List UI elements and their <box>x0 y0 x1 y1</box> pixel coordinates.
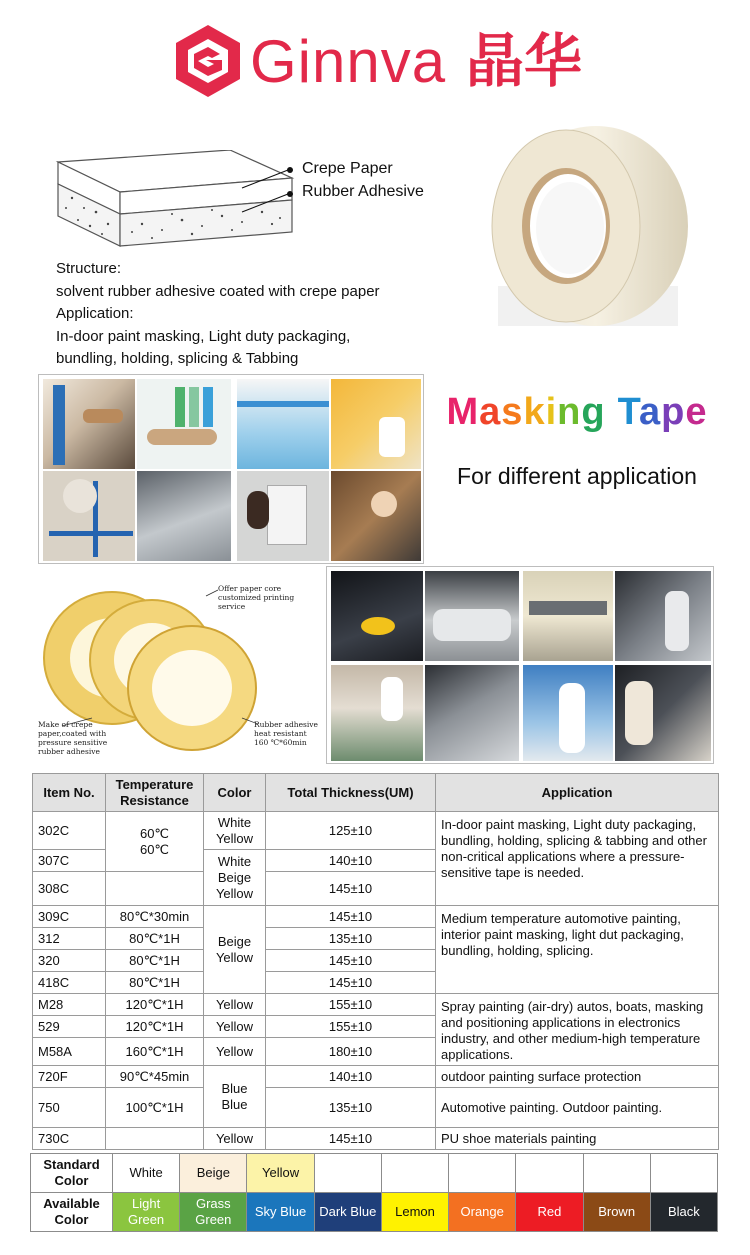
item-no: 307C <box>33 850 106 872</box>
color-cell: Blue Blue <box>204 1066 266 1128</box>
application-heading: Application: <box>56 305 134 322</box>
application-body-line2: bundling, holding, splicing & Tabbing <box>56 350 299 367</box>
layer-label-crepe: Crepe Paper <box>302 160 393 177</box>
thickness-cell: 155±10 <box>266 1016 436 1038</box>
callout-adhesive-heat: Rubber adhesive heat resistant 160 ℃*60min <box>254 720 318 747</box>
title-letter: n <box>557 391 582 433</box>
thickness-cell: 145±10 <box>266 906 436 928</box>
temperature-cell: 60℃ 60℃ <box>106 812 204 872</box>
available-color-swatch: Red <box>516 1193 583 1232</box>
title-letter: M <box>446 391 480 433</box>
application-cell: outdoor painting surface protection <box>436 1066 719 1088</box>
item-no: 418C <box>33 972 106 994</box>
standard-color-row <box>31 1154 718 1193</box>
item-no: M28 <box>33 994 106 1016</box>
standard-color-swatch <box>314 1154 381 1193</box>
color-cell: Yellow <box>204 1016 266 1038</box>
thickness-cell: 155±10 <box>266 994 436 1016</box>
thickness-cell: 145±10 <box>266 950 436 972</box>
available-color-swatch: Grass Green <box>180 1193 247 1232</box>
product-subtitle: For different application <box>457 463 697 489</box>
application-cell: In-door paint masking, Light duty packaging, bundling, holding, splicing & tabbing and other non-critical applications where a pressure-sensitive tape is needed. <box>436 812 719 906</box>
color-cell: Yellow <box>204 994 266 1016</box>
table-row <box>33 994 719 1016</box>
photo-car-polish <box>331 571 423 661</box>
standard-color-swatch: Yellow <box>247 1154 314 1193</box>
color-cell: Yellow <box>204 1128 266 1150</box>
temperature-cell: 120℃*1H <box>106 994 204 1016</box>
available-color-swatch: Black <box>650 1193 717 1232</box>
color-cell: Beige Yellow <box>204 906 266 994</box>
title-letter: e <box>685 391 708 433</box>
thickness-cell: 145±10 <box>266 872 436 906</box>
table-row <box>33 812 719 850</box>
standard-color-swatch <box>650 1154 717 1193</box>
photo-yellow-wall <box>331 379 421 469</box>
tape-roll-image <box>468 118 690 336</box>
photo-striped-wall <box>137 379 231 469</box>
item-no: 302C <box>33 812 106 850</box>
standard-color-swatch: Beige <box>180 1154 247 1193</box>
application-cell: PU shoe materials painting <box>436 1128 719 1150</box>
available-color-label: Available Color <box>31 1193 113 1232</box>
thickness-cell: 145±10 <box>266 1128 436 1150</box>
item-no: 750 <box>33 1088 106 1128</box>
item-no: 730C <box>33 1128 106 1150</box>
thickness-cell: 145±10 <box>266 972 436 994</box>
temperature-cell: 80℃*1H <box>106 972 204 994</box>
standard-color-swatch <box>449 1154 516 1193</box>
temperature-cell: 80℃*1H <box>106 950 204 972</box>
photo-spray-painter <box>523 665 613 761</box>
temperature-cell: 120℃*1H <box>106 1016 204 1038</box>
application-cell: Medium temperature automotive painting, interior paint masking, light dut packaging, bundling, holding, splicing. <box>436 906 719 994</box>
brand-logo <box>176 22 596 102</box>
table-row <box>33 1066 719 1088</box>
brand-name: Ginnva <box>250 28 447 95</box>
product-title <box>432 386 722 438</box>
structure-heading: Structure: <box>56 260 122 277</box>
table-row <box>33 1088 719 1128</box>
available-color-swatch: Light Green <box>113 1193 180 1232</box>
photo-ceiling-edge <box>237 379 329 469</box>
title-letter: k <box>523 391 546 433</box>
product-title-block <box>432 386 722 492</box>
photo-bus-masked <box>523 571 613 661</box>
item-no: 308C <box>33 872 106 906</box>
photo-door-masking <box>237 471 329 561</box>
photo-car-masked <box>425 571 519 661</box>
photo-car-interior <box>615 665 711 761</box>
temperature-cell: 80℃*30min <box>106 906 204 928</box>
photo-wood-painting <box>331 471 421 561</box>
standard-color-swatch <box>381 1154 448 1193</box>
structure-description <box>56 258 436 371</box>
photo-door-worker <box>615 571 711 661</box>
item-no: 320 <box>33 950 106 972</box>
item-no: 529 <box>33 1016 106 1038</box>
temperature-cell: 100℃*1H <box>106 1088 204 1128</box>
title-letter: g <box>581 391 606 433</box>
item-no: 312 <box>33 928 106 950</box>
temperature-cell <box>106 1128 204 1150</box>
available-color-swatch: Orange <box>449 1193 516 1232</box>
available-color-swatch: Brown <box>583 1193 650 1232</box>
temperature-cell: 90℃*45min <box>106 1066 204 1088</box>
item-no: 309C <box>33 906 106 928</box>
application-photo-collage-2 <box>326 566 714 764</box>
photo-spray-booth <box>331 665 423 761</box>
title-letter: a <box>479 391 502 433</box>
title-letter: T <box>617 391 639 433</box>
table-row <box>33 1128 719 1150</box>
color-options-table <box>30 1153 718 1232</box>
header-application: Application <box>436 774 719 812</box>
temperature-cell: 80℃*1H <box>106 928 204 950</box>
header-item-no: Item No. <box>33 774 106 812</box>
photo-paint-brush <box>43 379 135 469</box>
standard-color-swatch <box>516 1154 583 1193</box>
photo-window-protection <box>137 471 231 561</box>
spec-table-header <box>33 774 719 812</box>
thickness-cell: 140±10 <box>266 1066 436 1088</box>
brand-name-cn: 晶华 <box>466 29 583 94</box>
available-color-swatch: Sky Blue <box>247 1193 314 1232</box>
application-photo-collage-1 <box>38 374 424 564</box>
photo-car-wrap <box>425 665 519 761</box>
thickness-cell: 135±10 <box>266 928 436 950</box>
photo-floor-tape <box>43 471 135 561</box>
callout-crepe: Make of crepe paper,coated with pressure sensitive rubber adhesive <box>38 720 108 756</box>
temperature-cell <box>106 872 204 906</box>
item-no: M58A <box>33 1038 106 1066</box>
available-color-row <box>31 1193 718 1232</box>
temperature-cell: 160℃*1H <box>106 1038 204 1066</box>
structure-body: solvent rubber adhesive coated with crepe paper <box>56 282 380 300</box>
ginnva-logo-icon <box>176 25 240 97</box>
callout-paper-core: Offer paper core customized printing service <box>218 584 295 611</box>
tape-closeup-image <box>22 568 322 770</box>
header-thickness: Total Thickness(UM) <box>266 774 436 812</box>
table-row <box>33 906 719 928</box>
available-color-swatch: Lemon <box>381 1193 448 1232</box>
title-letter: i <box>545 391 558 433</box>
title-letter: p <box>661 391 686 433</box>
header-temperature: Temperature Resistance <box>106 774 204 812</box>
color-cell: White Yellow <box>204 812 266 850</box>
thickness-cell: 125±10 <box>266 812 436 850</box>
thickness-cell: 180±10 <box>266 1038 436 1066</box>
standard-color-swatch: White <box>113 1154 180 1193</box>
thickness-cell: 140±10 <box>266 850 436 872</box>
title-letter: s <box>501 391 524 433</box>
application-cell: Automotive painting. Outdoor painting. <box>436 1088 719 1128</box>
color-cell: Yellow <box>204 1038 266 1066</box>
spec-table <box>32 773 719 1150</box>
available-color-swatch: Dark Blue <box>314 1193 381 1232</box>
header-color: Color <box>204 774 266 812</box>
title-letter: a <box>638 391 662 433</box>
standard-color-swatch <box>583 1154 650 1193</box>
application-body-line1: In-door paint masking, Light duty packaging, <box>56 327 351 345</box>
layer-label-adhesive: Rubber Adhesive <box>302 183 424 200</box>
structure-diagram <box>52 150 452 260</box>
item-no: 720F <box>33 1066 106 1088</box>
standard-color-label: Standard Color <box>31 1154 113 1193</box>
thickness-cell: 135±10 <box>266 1088 436 1128</box>
application-cell: Spray painting (air-dry) autos, boats, masking and positioning applications in electronics industry, and other medium-high temperature applications. <box>436 994 719 1066</box>
color-cell: White Beige Yellow <box>204 850 266 906</box>
